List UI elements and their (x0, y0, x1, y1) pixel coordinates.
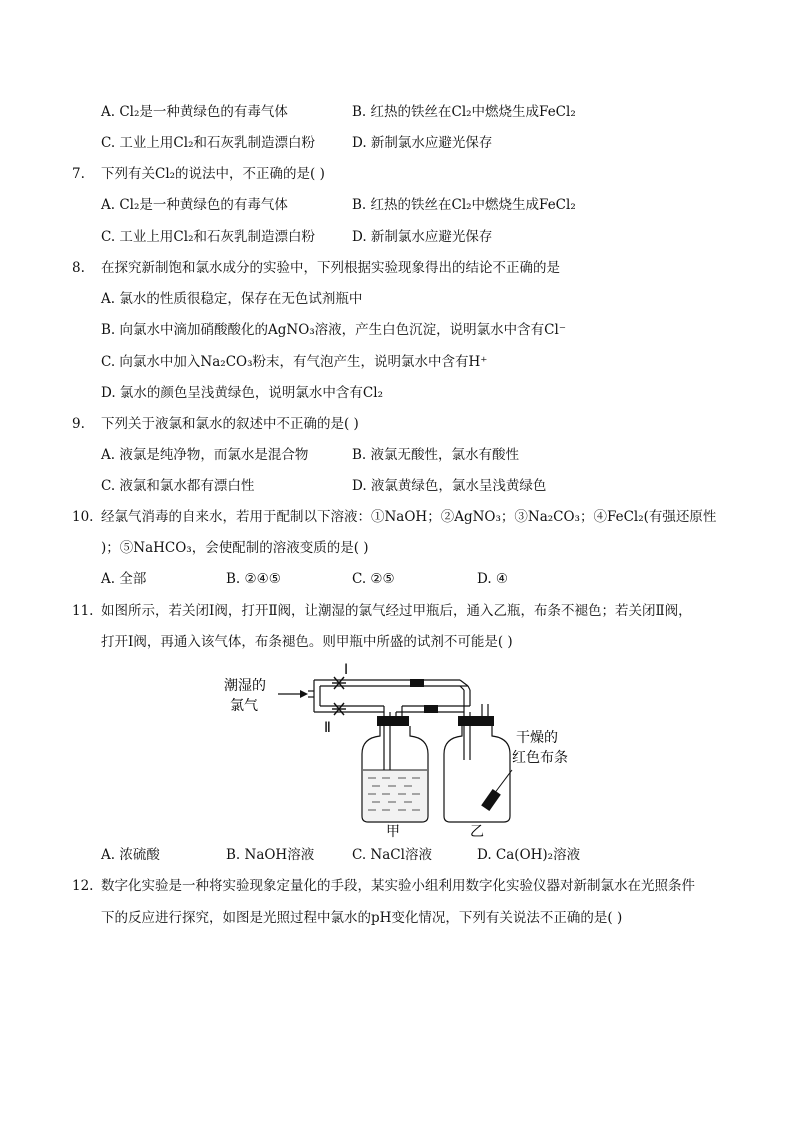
q11-option-d: D. Ca(OH)₂溶液 (477, 847, 581, 863)
q7-option-d: D. 新制氯水应避光保存 (352, 229, 493, 245)
question-8-stem: 在探究新制饱和氯水成分的实验中，下列根据实验现象得出的结论不正确的是 (101, 260, 560, 276)
question-10-stem-line-1: 经氯气消毒的自来水，若用于配制以下溶液：①NaOH；②AgNO₃；③Na₂CO₃；④FeCl₂(有强还原性 (101, 509, 717, 525)
q7-option-b: B. 红热的铁丝在Cl₂中燃烧生成FeCl₂ (352, 197, 576, 213)
q9-option-a: A. 液氯是纯净物，而氯水是混合物 (101, 447, 309, 463)
valve-2 (332, 703, 346, 715)
q9-option-c: C. 液氯和氯水都有漂白性 (101, 478, 255, 494)
cloth-label-line-2: 红色布条 (512, 750, 568, 766)
q11-option-a: A. 浓硫酸 (101, 847, 160, 863)
inlet-arrow (278, 690, 308, 698)
q10-option-a: A. 全部 (101, 571, 147, 587)
question-number-12: 12. (72, 878, 94, 894)
q8-option-a: A. 氯水的性质很稳定，保存在无色试剂瓶中 (101, 291, 363, 307)
q11-option-c: C. NaCl溶液 (352, 847, 432, 863)
q7-option-c: C. 工业上用Cl₂和石灰乳制造漂白粉 (101, 229, 315, 245)
question-7-stem: 下列有关Cl₂的说法中，不正确的是( ) (101, 166, 325, 182)
question-9-stem: 下列关于液氯和氯水的叙述中不正确的是( ) (101, 416, 359, 432)
question-number-7: 7. (72, 166, 85, 182)
q7-option-a: A. Cl₂是一种黄绿色的有毒气体 (101, 197, 288, 213)
red-cloth-strip (481, 789, 501, 811)
question-number-10: 10. (72, 509, 94, 525)
bottle-jia-label: 甲 (386, 824, 400, 838)
question-11-stem-line-2: 打开Ⅰ阀，再通入该气体，布条褪色。则甲瓶中所盛的试剂不可能是( ) (101, 634, 513, 650)
q6-option-b: B. 红热的铁丝在Cl₂中燃烧生成FeCl₂ (352, 104, 576, 120)
q8-option-c: C. 向氯水中加入Na₂CO₃粉末，有气泡产生，说明氯水中含有H⁺ (101, 354, 488, 370)
q6-option-a: A. Cl₂是一种黄绿色的有毒气体 (101, 104, 288, 120)
q10-option-c: C. ②⑤ (352, 571, 395, 587)
question-number-9: 9. (72, 416, 85, 432)
question-10-stem-line-2: )；⑤NaHCO₃，会使配制的溶液变质的是( ) (101, 540, 369, 556)
rubber-connector-lower (424, 705, 438, 713)
bottle-yi (444, 716, 512, 822)
q8-option-d: D. 氯水的颜色呈浅黄绿色，说明氯水中含有Cl₂ (101, 385, 383, 401)
bottle-jia (362, 716, 428, 822)
gas-label-line-1: 潮湿的 (224, 678, 266, 694)
bottle-yi-label: 乙 (470, 824, 484, 838)
valve-2-label: Ⅱ (324, 720, 331, 736)
valve-1 (332, 677, 346, 689)
tubing (308, 680, 488, 780)
q11-option-b: B. NaOH溶液 (226, 847, 315, 863)
cloth-label-line-1: 干燥的 (516, 730, 558, 746)
valve-1-label: Ⅰ (344, 662, 349, 678)
q10-option-d: D. ④ (477, 571, 509, 587)
q10-option-b: B. ②④⑤ (226, 571, 281, 587)
gas-label-line-2: 氯气 (230, 698, 258, 714)
question-12-stem-line-1: 数字化实验是一种将实验现象定量化的手段，某实验小组利用数字化实验仪器对新制氯水在光照条件 (101, 878, 695, 894)
rubber-connector-upper (410, 679, 424, 687)
apparatus-diagram (220, 660, 600, 838)
q8-option-b: B. 向氯水中滴加硝酸酸化的AgNO₃溶液，产生白色沉淀，说明氯水中含有Cl⁻ (101, 322, 566, 338)
q6-option-d: D. 新制氯水应避光保存 (352, 135, 493, 151)
q9-option-d: D. 液氯黄绿色，氯水呈浅黄绿色 (352, 478, 547, 494)
q9-option-b: B. 液氯无酸性，氯水有酸性 (352, 447, 520, 463)
question-number-11: 11. (72, 603, 94, 619)
question-12-stem-line-2: 下的反应进行探究，如图是光照过程中氯水的pH变化情况，下列有关说法不正确的是( ) (101, 910, 623, 926)
question-11-stem-line-1: 如图所示，若关闭Ⅰ阀，打开Ⅱ阀，让潮湿的氯气经过甲瓶后，通入乙瓶，布条不褪色；若关闭Ⅱ阀， (101, 603, 692, 619)
q6-option-c: C. 工业上用Cl₂和石灰乳制造漂白粉 (101, 135, 315, 151)
question-number-8: 8. (72, 260, 85, 276)
